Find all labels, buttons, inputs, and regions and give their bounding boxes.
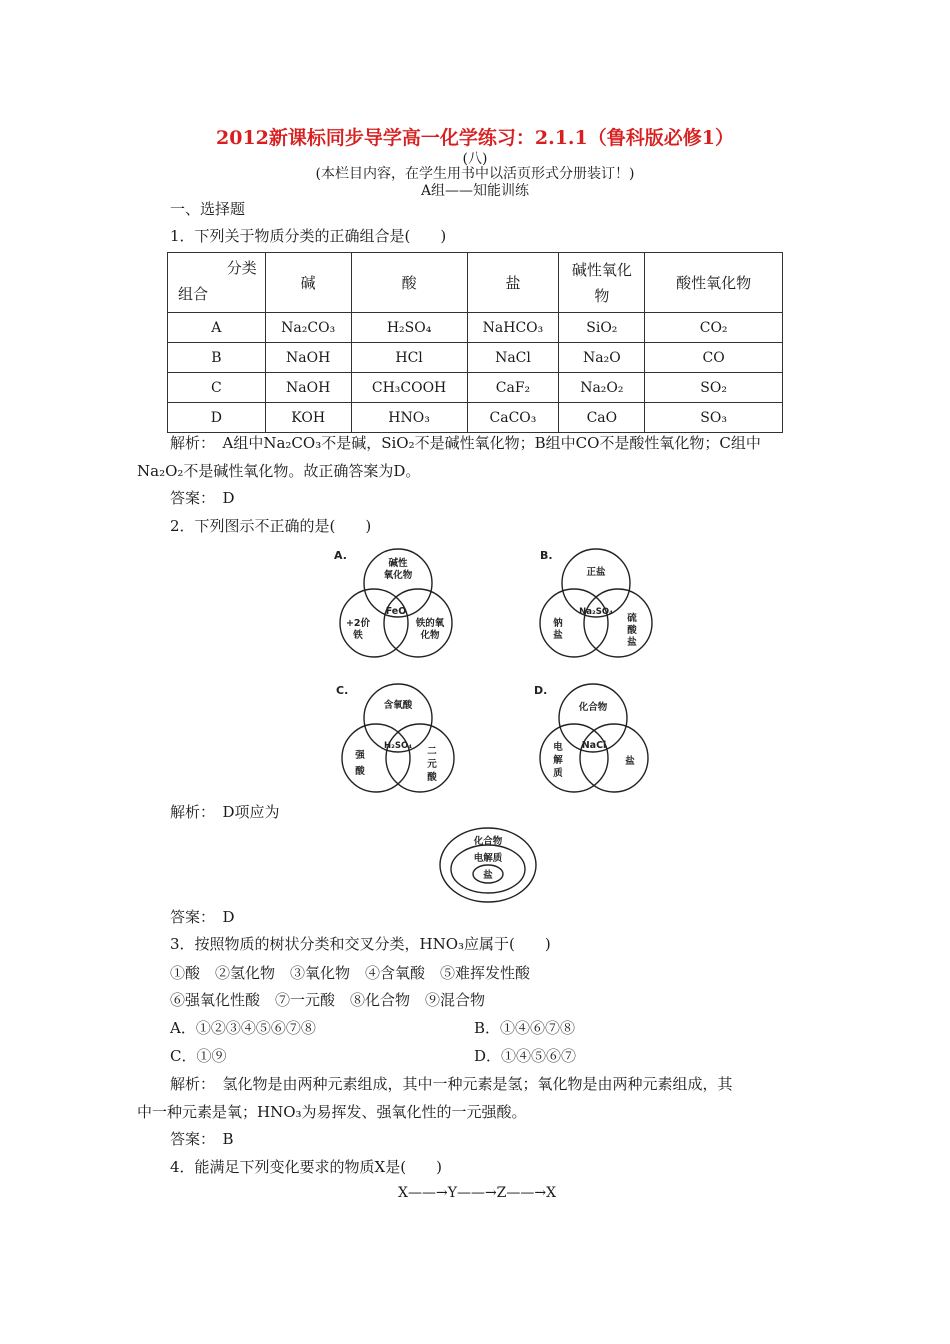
- subtitle-number: (八): [462, 151, 488, 167]
- nested-label-middle: 电解质: [473, 853, 503, 864]
- table-cell: CH₃COOH: [351, 373, 467, 403]
- q3-stem: 3．按照物质的树状分类和交叉分类，HNO₃应属于( ): [170, 935, 551, 953]
- q3-option-a: A．①②③④⑤⑥⑦⑧: [170, 1019, 316, 1037]
- table-cell: HNO₃: [351, 403, 467, 433]
- table-cell: H₂SO₄: [351, 313, 467, 343]
- q3-option-b: B．①④⑥⑦⑧: [474, 1019, 576, 1037]
- q2-analysis: 解析： D项应为: [170, 803, 280, 821]
- venn-label: 化物: [420, 630, 440, 641]
- venn-label: 硫: [627, 613, 637, 624]
- table-row: [168, 313, 783, 343]
- column-header: 酸性氧化物: [645, 253, 783, 313]
- section-heading: 一、选择题: [170, 200, 246, 218]
- venn-label: 碱性: [388, 558, 408, 569]
- q2-stem: 2．下列图示不正确的是( ): [170, 517, 372, 535]
- diagram-letter: D.: [534, 684, 548, 697]
- diagram-letter: B.: [540, 549, 553, 562]
- table-row: [168, 403, 783, 433]
- table-corner-cell: [168, 253, 266, 313]
- q3-answer: 答案： B: [170, 1130, 234, 1148]
- venn-diagram-a: [330, 545, 460, 667]
- table-cell: C: [168, 373, 266, 403]
- table-cell: CaF₂: [467, 373, 559, 403]
- table-cell: NaOH: [265, 373, 351, 403]
- corner-bottom-label: 组合: [178, 285, 209, 303]
- q3-analysis-line1: 解析： 氢化物是由两种元素组成，其中一种元素是氢；氧化物是由两种元素组成，其: [170, 1075, 733, 1093]
- table-cell: HCl: [351, 343, 467, 373]
- table-cell: CaO: [559, 403, 645, 433]
- table-cell: A: [168, 313, 266, 343]
- venn-label: 铁的氧: [415, 618, 445, 629]
- q1-analysis-line2: Na₂O₂不是碱性氧化物。故正确答案为D。: [137, 462, 421, 480]
- q3-analysis-line2: 中一种元素是氧；HNO₃为易挥发、强氧化性的一元强酸。: [137, 1103, 527, 1121]
- classification-table: [167, 252, 783, 433]
- q4-stem: 4．能满足下列变化要求的物质X是( ): [170, 1158, 442, 1176]
- venn-label: 强: [355, 750, 365, 761]
- table-cell: SO₃: [645, 403, 783, 433]
- venn-label: 酸: [627, 625, 637, 636]
- table-cell: Na₂O: [559, 343, 645, 373]
- venn-label: 化合物: [578, 702, 608, 713]
- table-cell: D: [168, 403, 266, 433]
- venn-label: 氧化物: [383, 570, 413, 581]
- q1-stem: 1．下列关于物质分类的正确组合是( ): [170, 227, 447, 245]
- diagram-letter: A.: [334, 549, 347, 562]
- venn-label: 含氧酸: [383, 700, 413, 711]
- venn-label: 酸: [427, 772, 437, 783]
- venn-label: 盐: [627, 637, 637, 648]
- table-cell: B: [168, 343, 266, 373]
- venn-center-label: Na₂SO₄: [579, 607, 613, 617]
- venn-label: 电: [553, 742, 563, 753]
- venn-label: 解: [553, 755, 563, 766]
- table-cell: NaHCO₃: [467, 313, 559, 343]
- nested-ellipse-diagram: [438, 826, 538, 904]
- q1-analysis-line1: 解析： A组中Na₂CO₃不是碱，SiO₂不是碱性氧化物；B组中CO不是酸性氧化物；C组中: [170, 434, 761, 452]
- venn-center-label: FeO: [385, 606, 407, 617]
- column-header: 酸: [351, 253, 467, 313]
- q2-answer: 答案： D: [170, 908, 235, 926]
- column-header: 盐: [467, 253, 559, 313]
- table-cell: SiO₂: [559, 313, 645, 343]
- table-cell: Na₂O₂: [559, 373, 645, 403]
- q3-items-line2: ⑥强氧化性酸 ⑦一元酸 ⑧化合物 ⑨混合物: [170, 991, 486, 1009]
- column-header: 碱性氧化物: [559, 253, 645, 313]
- subtitle-group: A组——知能训练: [420, 183, 530, 199]
- table-cell: CO₂: [645, 313, 783, 343]
- diagram-letter: C.: [336, 684, 349, 697]
- q3-items-line1: ①酸 ②氢化物 ③氧化物 ④含氧酸 ⑤难挥发性酸: [170, 964, 531, 982]
- nested-label-outer: 化合物: [473, 836, 503, 847]
- venn-center-label: H₂SO₄: [384, 741, 412, 751]
- table-cell: Na₂CO₃: [265, 313, 351, 343]
- venn-label: 酸: [355, 766, 365, 777]
- table-row: [168, 343, 783, 373]
- venn-label: 盐: [625, 756, 635, 767]
- venn-label: +2价: [345, 618, 371, 629]
- table-row: [168, 373, 783, 403]
- table-cell: NaCl: [467, 343, 559, 373]
- table-cell: NaOH: [265, 343, 351, 373]
- venn-label: 盐: [553, 630, 563, 641]
- subtitle-note: (本栏目内容，在学生用书中以活页形式分册装订！): [315, 166, 635, 182]
- q1-answer: 答案： D: [170, 489, 235, 507]
- venn-label: 元: [427, 759, 437, 770]
- venn-diagram-d: [530, 680, 660, 802]
- table-cell: SO₂: [645, 373, 783, 403]
- table-cell: CaCO₃: [467, 403, 559, 433]
- venn-label: 铁: [353, 630, 363, 641]
- q3-option-d: D．①④⑤⑥⑦: [474, 1047, 577, 1065]
- venn-label: 正盐: [586, 567, 606, 578]
- table-header-row: [168, 253, 783, 313]
- venn-label: 二: [427, 746, 437, 757]
- nested-label-inner: 盐: [483, 870, 493, 881]
- table-cell: CO: [645, 343, 783, 373]
- venn-diagram-c: [332, 680, 462, 802]
- venn-label: 质: [553, 768, 563, 779]
- q3-option-c: C．①⑨: [170, 1047, 227, 1065]
- venn-label: 钠: [553, 618, 563, 629]
- venn-center-label: NaCl: [581, 740, 607, 751]
- corner-top-label: 分类: [226, 259, 257, 277]
- venn-diagram-b: [536, 545, 666, 667]
- q4-transformation-chain: X——→Y——→Z——→X: [398, 1185, 557, 1201]
- column-header: 碱: [265, 253, 351, 313]
- page-title: 2012新课标同步导学高一化学练习：2.1.1（鲁科版必修1）: [216, 127, 734, 149]
- table-cell: KOH: [265, 403, 351, 433]
